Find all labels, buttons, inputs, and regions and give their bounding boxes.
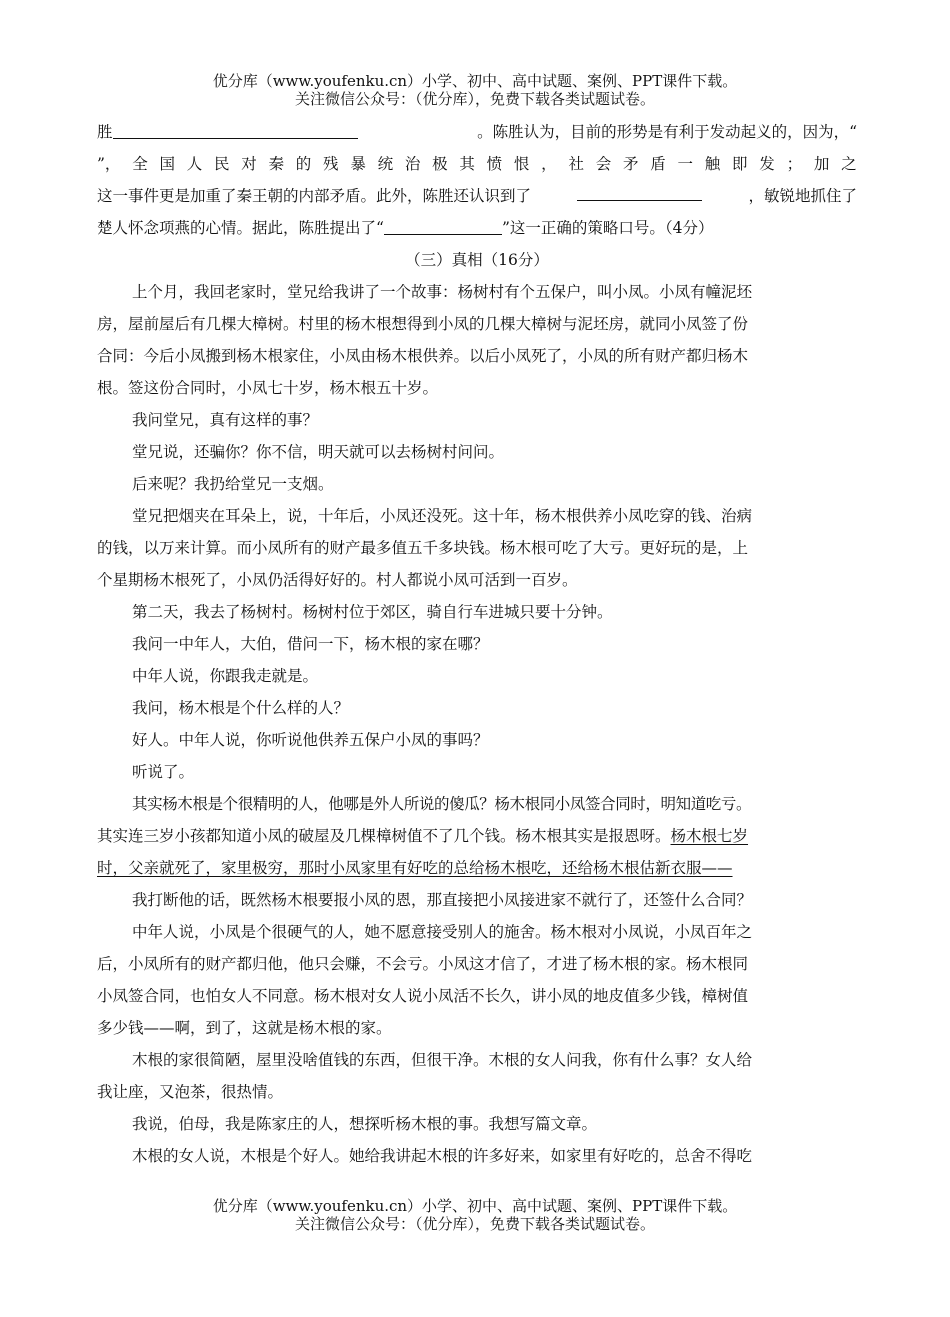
question-line-2-char: 治 [404, 155, 421, 173]
question-line-3: 这一事件更是加重了秦王朝的内部矛盾。此外，陈胜还认识到了 ，敏锐地抓住了 [97, 180, 857, 212]
story-line: 我问一中年人，大伯，借问一下，杨木根的家在哪？ [132, 635, 489, 653]
question-line-2-char: ； [786, 155, 803, 173]
question-line-2-char: 其 [459, 155, 475, 173]
section-title: （三）真相（16分） [405, 251, 549, 269]
story-line: 我打断他的话，既然杨木根要报小凤的恩，那直接把小凤接进家不就行了，还签什么合同？ [132, 891, 753, 909]
story-line: 我问，杨木根是个什么样的人？ [132, 699, 350, 717]
question-line-2-char: 发 [759, 155, 775, 173]
footer-line-2: 关注微信公众号：（优分库），免费下载各类试题试卷。 [294, 1215, 655, 1233]
story-line: 中年人说，小凤是个很硬气的人，她不愿意接受别人的施舍。杨木根对小凤说，小凤百年之 [132, 923, 753, 941]
story-line: 合同：今后小凤搬到杨木根家住，小凤由杨木根供养。以后小凤死了，小凤的所有财产都归杨木 [97, 347, 749, 365]
question-line-2-char: ”， [97, 155, 121, 173]
header-line-1: 优分库（www.youfenku.cn）小学、初中、高中试题、案例、PPT课件下载。 [212, 72, 738, 90]
question-line-2-char: 全 [132, 155, 148, 173]
question-line-2-char: 矛 [622, 155, 639, 173]
story-line: 第二天，我去了杨树村。杨树村位于郊区，骑自行车进城只要十分钟。 [132, 603, 613, 621]
footer-line-1: 优分库（www.youfenku.cn）小学、初中、高中试题、案例、PPT课件下载。 [212, 1197, 738, 1215]
story-line: 我说，伯母，我是陈家庄的人，想探听杨木根的事。我想写篇文章。 [132, 1115, 598, 1133]
question-line-2-char: 残 [323, 155, 339, 173]
story-line: 木根的家很简陋，屋里没啥值钱的东西，但很干净。木根的女人问我，你有什么事？女人给 [132, 1051, 753, 1069]
question-line-4: 楚人怀念项燕的心情。据此，陈胜提出了“ ”这一正确的策略口号。（4分） [97, 212, 857, 244]
question-line-2-char: 恨 [513, 155, 530, 173]
answer-blank-3[interactable] [384, 214, 502, 235]
question-line-2-char: 即 [732, 155, 748, 173]
underlined-text: 杨木根七岁 [670, 827, 749, 845]
story-line: 根。签这份合同时，小凤七十岁，杨木根五十岁。 [97, 379, 439, 397]
question-line-2-char: 国 [159, 155, 175, 173]
page-footer [0, 1197, 950, 1233]
question-line-2-char: 人 [186, 155, 203, 173]
document-body [97, 116, 857, 1172]
question-line-2-char: 的 [295, 155, 312, 173]
question-line-2-char: 民 [213, 155, 230, 173]
story-line: 其实连三岁小孩都知道小凤的破屋及几棵樟树值不了几个钱。杨木根其实是报恩呀。杨木根七岁 [97, 827, 749, 845]
story-line: 房，屋前屋后有几棵大樟树。村里的杨木根想得到小凤的几棵大樟树与泥坯房，就同小凤签了份 [97, 315, 749, 333]
story-line: 上个月，我回老家时，堂兄给我讲了一个故事：杨树村有个五保户，叫小凤。小凤有幢泥坯 [132, 283, 753, 301]
question-line-2-char: 社 [568, 155, 584, 173]
question-line-2-char: 触 [704, 155, 721, 173]
question-line-2-char: 之 [841, 155, 857, 173]
question-line-2-char: 一 [677, 155, 694, 173]
question-line-2-char: 对 [241, 155, 257, 173]
story-line: 堂兄说，还骗你？你不信，明天就可以去杨树村问问。 [132, 443, 505, 461]
header-line-2: 关注微信公众号：（优分库），免费下载各类试题试卷。 [294, 90, 655, 108]
question-line-2-char: 盾 [650, 155, 666, 173]
story-line: 后，小凤所有的财产都归他，他只会赚，不会亏。小凤这才信了，才进了杨木根的家。杨木根同 [97, 955, 749, 973]
underlined-story-line: 时，父亲就死了，家里极穷，那时小凤家里有好吃的总给杨木根吃，还给杨木根估新衣服—— [97, 859, 733, 877]
question-line-2-char: 统 [377, 155, 394, 173]
story-line: 小凤签合同，也怕女人不同意。杨木根对女人说小凤活不长久，讲小凤的地皮值多少钱，樟树值 [97, 987, 749, 1005]
question-line-2-char: ， [541, 155, 557, 173]
story-line: 后来呢？我扔给堂兄一支烟。 [132, 475, 334, 493]
answer-blank-2[interactable] [577, 180, 702, 201]
question-line-2-char: 极 [432, 155, 448, 173]
story-line: 的钱，以万来计算。而小凤所有的财产最多值五千多块钱。杨木根可吃了大亏。更好玩的是，上 [97, 539, 749, 557]
question-line-2-char: 暴 [350, 155, 366, 173]
story-line: 多少钱——啊，到了，这就是杨木根的家。 [97, 1019, 392, 1037]
question-line-2 [97, 148, 857, 180]
story-line: 好人。中年人说，你听说他供养五保户小凤的事吗？ [132, 731, 489, 749]
question-line-2-char: 秦 [268, 155, 285, 173]
story-line: 中年人说，你跟我走就是。 [132, 667, 319, 685]
story-line: 堂兄把烟夹在耳朵上，说，十年后，小凤还没死。这十年，杨木根供养小凤吃穿的钱、治病 [132, 507, 753, 525]
story-line: 我让座，又泡茶，很热情。 [97, 1083, 284, 1101]
story-line: 个星期杨木根死了，小凤仍活得好好的。村人都说小凤可活到一百岁。 [97, 571, 578, 589]
question-line-2-char: 加 [813, 155, 830, 173]
question-line-2-char: 会 [595, 155, 612, 173]
question-line-2-char: 愤 [486, 155, 503, 173]
story-line: 其实杨木根是个很精明的人，他哪是外人所说的傻瓜？杨木根同小凤签合同时，明知道吃亏。 [132, 795, 752, 813]
story-line: 我问堂兄，真有这样的事？ [132, 411, 319, 429]
question-line-1: 胜 。陈胜认为，目前的形势是有利于发动起义的，因为，“ [97, 116, 857, 148]
page-header [0, 72, 950, 108]
answer-blank-1[interactable] [113, 118, 358, 139]
story-line: 听说了。 [132, 763, 195, 781]
story-line: 木根的女人说，木根是个好人。她给我讲起木根的许多好来，如家里有好吃的，总舍不得吃 [132, 1147, 753, 1165]
